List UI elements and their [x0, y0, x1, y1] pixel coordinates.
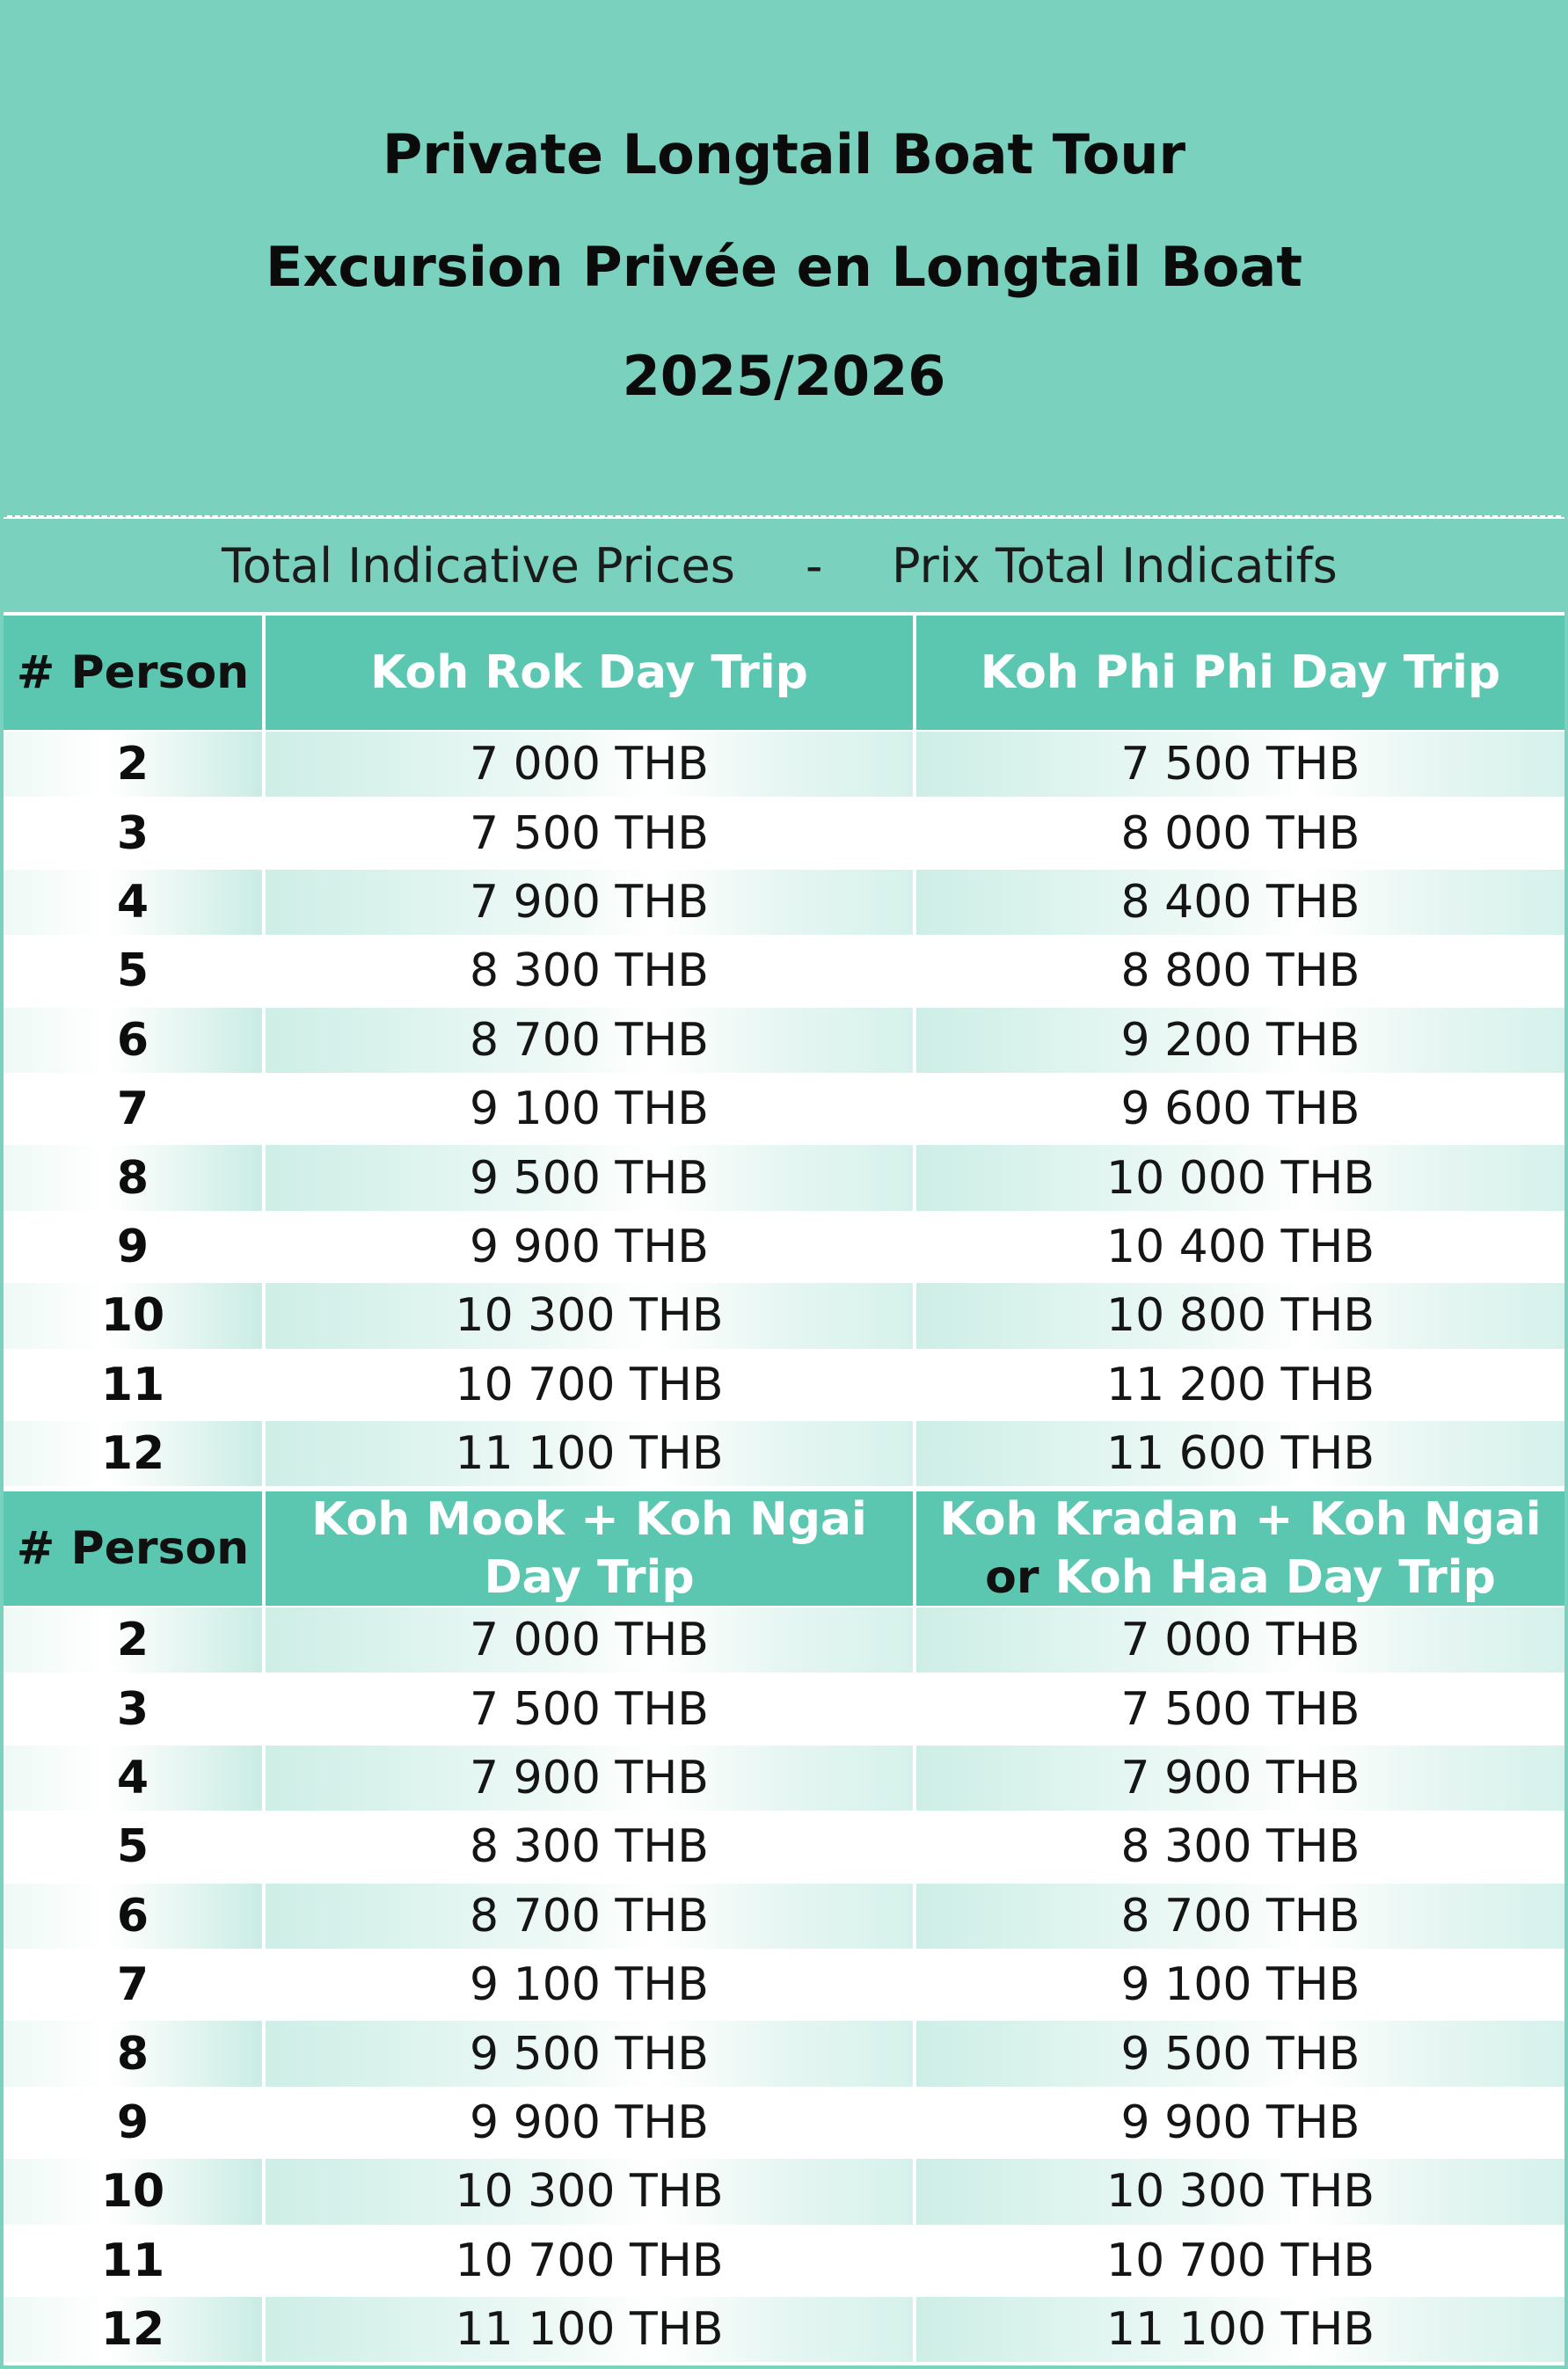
header-line-text: Koh Haa Day Trip	[1054, 1551, 1496, 1604]
subtitle-separator: -	[806, 538, 823, 594]
price-cell: 9 100 THB	[470, 1958, 709, 2012]
price-cell: 8 300 THB	[1120, 1820, 1360, 1874]
table-row	[0, 1674, 1568, 1743]
table-row	[0, 730, 1568, 798]
left-border	[0, 0, 4, 2369]
table-row	[0, 2157, 1568, 2226]
price-cell: 10 400 THB	[1105, 1220, 1375, 1273]
person-count-cell: 4	[4, 870, 262, 935]
person-count-cell: 7	[116, 1958, 150, 2012]
person-count-cell: 9	[116, 1220, 150, 1273]
price-cell: 7 900 THB	[916, 1746, 1564, 1811]
person-count-cell: 4	[4, 1746, 262, 1811]
dashed-divider	[7, 515, 1561, 518]
price-cell: 9 100 THB	[1120, 1958, 1360, 2012]
header-or-word: or	[985, 1551, 1039, 1604]
price-cell: 9 500 THB	[266, 1145, 913, 1210]
person-count-cell: 2	[4, 1607, 262, 1673]
person-count-cell: 2	[4, 732, 262, 797]
table-row	[0, 1744, 1568, 1812]
price-cell: 9 200 THB	[916, 1008, 1564, 1073]
header-line: Koh Mook + Koh Ngai	[311, 1493, 867, 1546]
price-cell: 7 500 THB	[916, 732, 1564, 797]
person-count-cell: 9	[116, 2096, 150, 2149]
season-label: 2025/2026	[622, 344, 946, 408]
right-border	[1564, 0, 1568, 2369]
price-cell: 8 400 THB	[916, 870, 1564, 935]
header-line: Day Trip	[484, 1551, 695, 1604]
table-header-row	[0, 612, 1568, 730]
price-cell: 11 600 THB	[916, 1421, 1564, 1486]
table-row	[0, 1006, 1568, 1075]
table-row	[0, 1075, 1568, 1143]
price-cell: 9 900 THB	[470, 2096, 709, 2149]
subtitle-french: Prix Total Indicatifs	[892, 538, 1338, 594]
person-count-cell: 6	[4, 1884, 262, 1949]
header-line	[939, 1549, 1541, 1607]
price-cell: 10 800 THB	[916, 1283, 1564, 1348]
person-count-cell: 5	[116, 944, 150, 998]
price-cell: 11 100 THB	[266, 2297, 913, 2362]
table-row	[0, 1213, 1568, 1281]
person-count-cell: 12	[4, 1421, 262, 1486]
person-count-cell: 12	[4, 2297, 262, 2362]
table-row	[0, 937, 1568, 1005]
person-count-cell: 7	[116, 1082, 150, 1136]
price-cell: 7 000 THB	[266, 732, 913, 797]
price-cell: 11 100 THB	[916, 2297, 1564, 2362]
table-row	[0, 2295, 1568, 2364]
price-cell: 7 500 THB	[470, 1682, 709, 1736]
table-row	[0, 1882, 1568, 1950]
price-cell: 10 300 THB	[916, 2159, 1564, 2224]
price-cell: 10 700 THB	[1105, 2234, 1375, 2287]
price-cell: 10 000 THB	[916, 1145, 1564, 1210]
title-french: Excursion Privée en Longtail Boat	[266, 235, 1302, 299]
table-row	[0, 1143, 1568, 1212]
price-cell: 8 700 THB	[266, 1884, 913, 1949]
price-cell: 9 500 THB	[266, 2021, 913, 2086]
person-count-cell: 3	[116, 1682, 150, 1736]
price-cell: 8 700 THB	[266, 1008, 913, 1073]
price-cell: 9 500 THB	[916, 2021, 1564, 2086]
header-koh-mook-koh-ngai	[266, 1491, 913, 1606]
price-cell: 10 300 THB	[266, 2159, 913, 2224]
table-row	[0, 798, 1568, 867]
price-cell: 8 300 THB	[470, 944, 709, 998]
price-cell: 8 700 THB	[916, 1884, 1564, 1949]
person-count-cell: 10	[4, 1283, 262, 1348]
price-cell: 10 300 THB	[266, 1283, 913, 1348]
price-cell: 9 900 THB	[470, 1220, 709, 1273]
header-person: # Person	[4, 1491, 262, 1606]
price-cell: 10 700 THB	[455, 2234, 724, 2287]
header-koh-kradan-koh-haa	[916, 1491, 1564, 1606]
table-header-row	[0, 1488, 1568, 1606]
price-cell: 9 900 THB	[1120, 2096, 1360, 2149]
price-cell: 7 900 THB	[266, 870, 913, 935]
table-row	[0, 868, 1568, 937]
header-person: # Person	[4, 616, 262, 730]
person-count-cell: 8	[4, 2021, 262, 2086]
table-row	[0, 1606, 1568, 1674]
person-count-cell: 11	[100, 2234, 165, 2287]
price-cell: 7 000 THB	[916, 1607, 1564, 1673]
table-row	[0, 2019, 1568, 2088]
table-row	[0, 2088, 1568, 2157]
table-row	[0, 1950, 1568, 2019]
person-count-cell: 10	[4, 2159, 262, 2224]
header-koh-rok: Koh Rok Day Trip	[266, 616, 913, 730]
title-english: Private Longtail Boat Tour	[382, 122, 1186, 186]
price-cell: 9 100 THB	[470, 1082, 709, 1136]
price-cell: 7 500 THB	[470, 806, 709, 860]
table-row	[0, 2227, 1568, 2295]
price-cell: 7 900 THB	[266, 1746, 913, 1811]
price-cell: 7 000 THB	[266, 1607, 913, 1673]
table-row	[0, 1351, 1568, 1419]
price-cell: 11 200 THB	[1105, 1358, 1375, 1411]
price-cell: 10 700 THB	[455, 1358, 724, 1411]
person-count-cell: 6	[4, 1008, 262, 1073]
header-line: Koh Kradan + Koh Ngai	[939, 1493, 1542, 1546]
table-row	[0, 1419, 1568, 1488]
price-cell: 11 100 THB	[266, 1421, 913, 1486]
bottom-border	[0, 2365, 1568, 2369]
person-count-cell: 11	[100, 1358, 165, 1411]
price-cell: 9 600 THB	[1120, 1082, 1360, 1136]
price-cell: 8 300 THB	[470, 1820, 709, 1874]
table-row	[0, 1281, 1568, 1350]
person-count-cell: 5	[116, 1820, 150, 1874]
table-row	[0, 1812, 1568, 1881]
price-cell: 7 500 THB	[1120, 1682, 1360, 1736]
subtitle-english: Total Indicative Prices	[222, 538, 735, 594]
person-count-cell: 3	[116, 806, 150, 860]
price-cell: 8 000 THB	[1120, 806, 1360, 860]
header-koh-phi-phi: Koh Phi Phi Day Trip	[916, 616, 1564, 730]
price-cell: 8 800 THB	[1120, 944, 1360, 998]
person-count-cell: 8	[4, 1145, 262, 1210]
